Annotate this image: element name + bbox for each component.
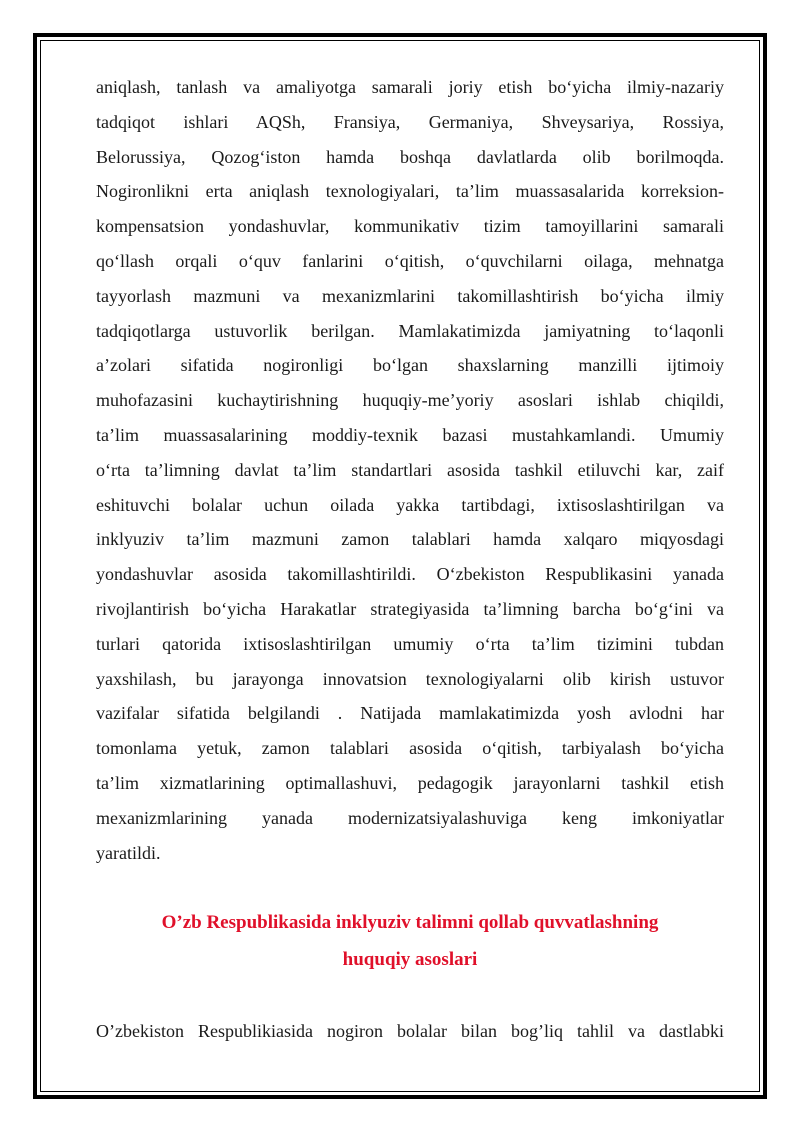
body-paragraph <box>96 70 724 870</box>
paragraph-line: eshituvchi bolalar uchun oilada yakka tartibdagi, ixtisoslashtirilgan va <box>96 494 724 515</box>
paragraph-line: kompensatsion yondashuvlar, kommunikativ tizim tamoyillarini samarali <box>96 216 724 237</box>
paragraph-line: rivojlantirish bo‘yicha Harakatlar strategiyasida ta’limning barcha bo‘g‘ini va <box>96 598 724 619</box>
paragraph-line: a’zolari sifatida nogironligi bo‘lgan shaxslarning manzilli ijtimoiy <box>96 355 724 376</box>
paragraph-line: o‘rta ta’limning davlat ta’lim standartlari asosida tashkil etiluvchi kar, zaif <box>96 459 724 480</box>
paragraph-line: mexanizmlarining yanada modernizatsiyalashuviga keng imkoniyatlar <box>96 807 724 828</box>
paragraph-line: Belorussiya, Qozog‘iston hamda boshqa davlatlarda olib borilmoqda. <box>96 146 724 167</box>
section-heading-line-2: huquqiy asoslari <box>342 949 478 970</box>
paragraph-line: yaxshilash, bu jarayonga innovatsion texnologiyalarni olib kirish ustuvor <box>96 668 724 689</box>
section-heading-line-1: O’zb Respublikasida inklyuziv talimni qollab quvvatlashning <box>161 912 659 933</box>
paragraph-line: ta’lim muassasalarining moddiy-texnik bazasi mustahkamlandi. Umumiy <box>96 424 724 445</box>
paragraph-line: yondashuvlar asosida takomillashtirildi. O‘zbekiston Respublikasini yanada <box>96 564 724 585</box>
paragraph-line: inklyuziv ta’lim mazmuni zamon talablari hamda xalqaro miqyosdagi <box>96 529 724 550</box>
paragraph-line: Nogironlikni erta aniqlash texnologiyalari, ta’lim muassasalarida korreksion- <box>96 181 724 202</box>
paragraph-line: ta’lim xizmatlarining optimallashuvi, pedagogik jarayonlarni tashkil etish <box>96 772 724 793</box>
paragraph-line: tayyorlash mazmuni va mexanizmlarini takomillashtirish bo‘yicha ilmiy <box>96 285 724 306</box>
paragraph-line: muhofazasini kuchaytirishning huquqiy-me’yoriy asoslari ishlab chiqildi, <box>96 390 724 411</box>
paragraph-line: turlari qatorida ixtisoslashtirilgan umumiy o‘rta ta’lim tizimini tubdan <box>96 633 724 654</box>
paragraph-line: vazifalar sifatida belgilandi . Natijada mamlakatimizda yosh avlodni har <box>96 703 724 724</box>
next-paragraph <box>96 1014 724 1049</box>
paragraph-line: tomonlama yetuk, zamon talablari asosida o‘qitish, tarbiyalash bo‘yicha <box>96 738 724 759</box>
paragraph-line: O’zbekiston Respublikiasida nogiron bolalar bilan bog’liq tahlil va dastlabki <box>96 1021 724 1041</box>
paragraph-line: yaratildi. <box>96 842 161 863</box>
paragraph-line: tadqiqotlarga ustuvorlik berilgan. Mamlakatimizda jamiyatning to‘laqonli <box>96 320 724 341</box>
paragraph-line: aniqlash, tanlash va amaliyotga samarali joriy etish bo‘yicha ilmiy-nazariy <box>96 77 724 97</box>
paragraph-line: tadqiqot ishlari AQSh, Fransiya, Germaniya, Shveysariya, Rossiya, <box>96 111 724 132</box>
paragraph-line: qo‘llash orqali o‘quv fanlarini o‘qitish, o‘quvchilarni oilaga, mehnatga <box>96 250 724 271</box>
